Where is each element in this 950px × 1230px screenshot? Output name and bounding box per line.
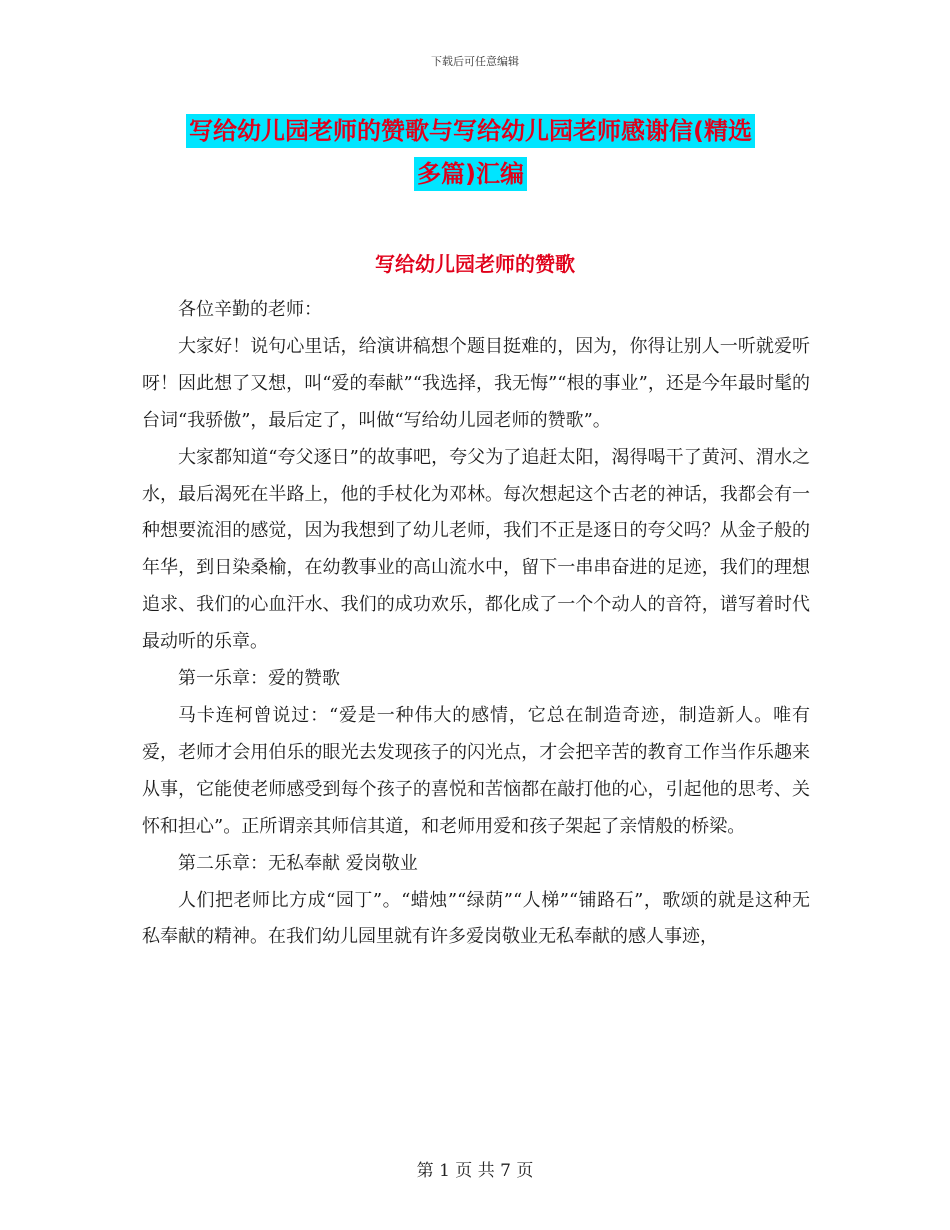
paragraph-heading: 第二乐章：无私奉献 爱岗敬业	[178, 852, 418, 874]
header-note: 下载后可任意编辑	[431, 55, 519, 68]
section-title: 写给幼儿园老师的赞歌	[375, 252, 575, 276]
paragraph: 大家都知道“夸父逐日”的故事吧，夸父为了追赶太阳，渴得喝干了黄河、渭水之水，最后渴死在半路上，他的手杖化为邓林。每次想起这个古老的神话，我都会有一种想要流泪的感觉，因为我想到了幼儿老师，我们不正是逐日的夸父吗？从金子般的年华，到日染桑榆，在幼教事业的高山流水中，留下一串串奋进的足迹，我们的理想追求、我们的心血汗水、我们的成功欢乐，都化成了一个个动人的音符，谱写着时代最动听的乐章。	[142, 446, 810, 653]
paragraph: 马卡连柯曾说过：“爱是一种伟大的感情，它总在制造奇迹，制造新人。唯有爱，老师才会用伯乐的眼光去发现孩子的闪光点，才会把辛苦的教育工作当作乐趣来从事，它能使老师感受到每个孩子的喜悦和苦恼都在敲打他的心，引起他的思考、关怀和担心”。正所谓亲其师信其道，和老师用爱和孩子架起了亲情般的桥梁。	[142, 704, 810, 837]
paragraph: 大家好！说句心里话，给演讲稿想个题目挺难的，因为，你得让别人一听就爱听呀！因此想了又想，叫“爱的奉献”“我选择，我无悔”“根的事业”，还是今年最时髦的台词“我骄傲”，最后定了，叫做“写给幼儿园老师的赞歌”。	[142, 335, 810, 431]
paragraph-heading: 第一乐章：爱的赞歌	[178, 668, 340, 690]
document-title-line-2: 多篇)汇编	[414, 157, 527, 191]
body-text	[142, 292, 810, 956]
page-footer: 第 1 页 共 7 页	[416, 1161, 534, 1181]
document-title-line-1: 写给幼儿园老师的赞歌与写给幼儿园老师感谢信(精选	[186, 114, 755, 148]
paragraph: 人们把老师比方成“园丁”。“蜡烛”“绿荫”“人梯”“铺路石”，歌颂的就是这种无私奉献的精神。在我们幼儿园里就有许多爱岗敬业无私奉献的感人事迹，	[142, 889, 810, 948]
paragraph-salutation: 各位辛勤的老师：	[178, 299, 322, 320]
